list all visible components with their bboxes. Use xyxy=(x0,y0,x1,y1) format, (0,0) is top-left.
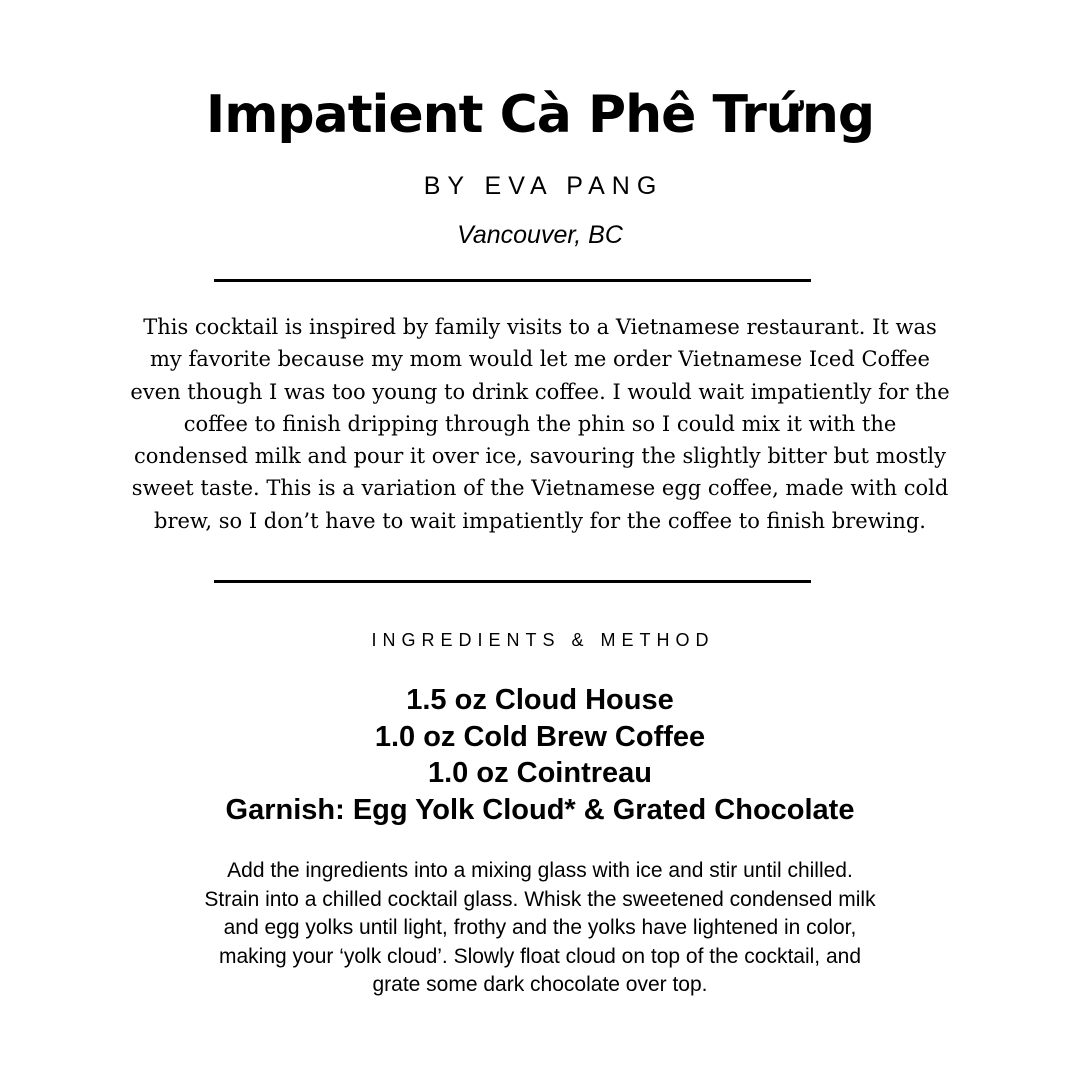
author-location: Vancouver, BC xyxy=(457,221,623,249)
story-line: my favorite because my mom would let me order Vietnamese Iced Coffee xyxy=(150,347,930,372)
divider-top xyxy=(214,279,811,282)
method-line: making your ‘yolk cloud’. Slowly float cloud on top of the cocktail, and xyxy=(218,944,861,968)
cocktail-title: Impatient Cà Phê Trứng xyxy=(205,85,875,145)
story-line: This cocktail is inspired by family visits to a Vietnamese restaurant. It was xyxy=(143,315,937,339)
method-line: Add the ingredients into a mixing glass with ice and stir until chilled. xyxy=(227,859,853,882)
method-paragraph xyxy=(90,857,990,1000)
ingredient-item: 1.5 oz Cloud House xyxy=(406,684,674,716)
divider-bottom xyxy=(214,580,811,583)
author-byline: BY EVA PANG xyxy=(423,172,664,200)
story-line: sweet taste. This is a variation of the Vietnamese egg coffee, made with cold xyxy=(131,476,949,501)
ingredient-item: 1.0 oz Cointreau xyxy=(428,757,652,789)
ingredient-item: 1.0 oz Cold Brew Coffee xyxy=(374,720,706,753)
ingredients-list xyxy=(0,682,1080,828)
method-line: grate some dark chocolate over top. xyxy=(372,973,708,996)
section-heading-ingredients-method: INGREDIENTS & METHOD xyxy=(371,630,715,650)
story-line: coffee to finish dripping through the phin so I could mix it with the xyxy=(183,411,897,436)
story-line: brew, so I don’t have to wait impatiently for the coffee to finish brewing. xyxy=(154,508,926,533)
method-line: and egg yolks until light, frothy and the yolks have lightened in color, xyxy=(223,916,857,939)
story-line: condensed milk and pour it over ice, savouring the slightly bitter but mostly xyxy=(134,444,946,469)
method-line: Strain into a chilled cocktail glass. Whisk the sweetened condensed milk xyxy=(204,887,876,911)
story-line: even though I was too young to drink coffee. I would wait impatiently for the xyxy=(130,379,950,404)
story-paragraph xyxy=(110,311,970,537)
garnish-item: Garnish: Egg Yolk Cloud* & Grated Chocolate xyxy=(225,793,855,826)
